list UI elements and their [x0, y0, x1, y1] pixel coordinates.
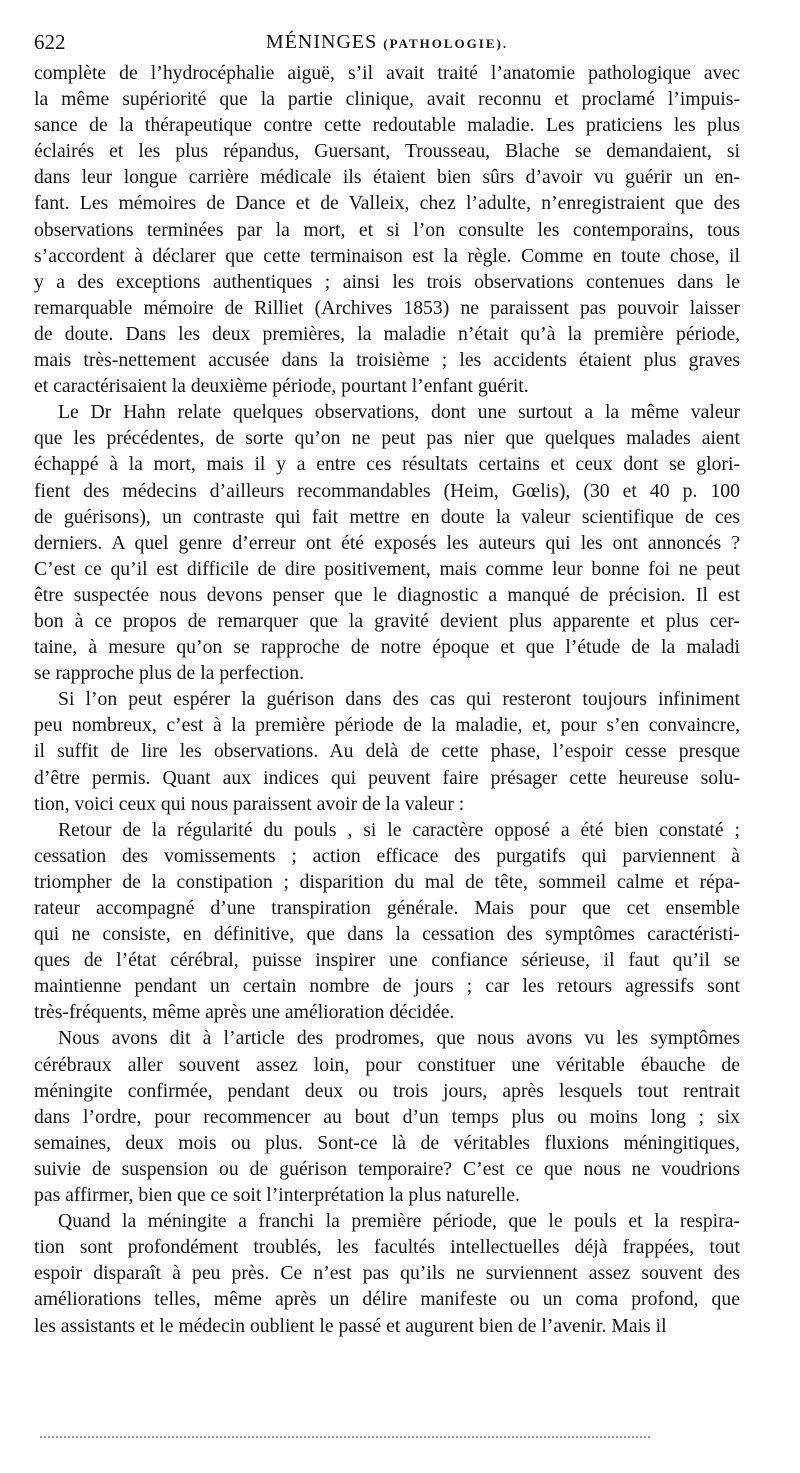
text-line: peu nombreux, c’est à la première période de la maladie, et, pour s’en convaincre, — [34, 714, 740, 737]
text-line: et caractérisaient la deuxième période, pourtant l’enfant guérit. — [34, 375, 529, 398]
paragraph — [34, 1208, 740, 1338]
text-line: fient des médecins d’ailleurs recommandables (Heim, Gœlis), (30 et 40 p. 100 — [34, 479, 740, 502]
text-line: cérébraux aller souvent assez loin, pour constituer une véritable ébauche de — [34, 1053, 740, 1076]
text-line: s’accordent à déclarer que cette terminaison est la règle. Comme en toute chose, il — [34, 244, 740, 267]
text-line: maintienne pendant un certain nombre de jours ; car les retours agressifs sont — [34, 975, 740, 998]
text-line: qui ne consiste, en définitive, que dans la cessation des symptômes caractéristi- — [34, 923, 740, 946]
text-line: éclairés et les plus répandus, Guersant, Trousseau, Blache se demandaient, si — [34, 140, 740, 163]
text-line: cessation des vomissements ; action efficace des purgatifs qui parviennent à — [34, 844, 740, 867]
text-line: rateur accompagné d’une transpiration générale. Mais pour que cet ensemble — [34, 897, 740, 919]
text-line: C’est ce qu’il est difficile de dire positivement, mais comme leur bonne foi ne peut — [34, 557, 740, 580]
text-line: mais très-nettement accusée dans la troisième ; les accidents étaient plus graves — [34, 349, 740, 372]
text-line: observations terminées par la mort, et si l’on consulte les contemporains, tous — [34, 218, 740, 241]
text-line: dans leur longue carrière médicale ils étaient bien sûrs d’avoir vu guérir un en- — [34, 166, 740, 189]
text-line: tion sont profondément troublés, les facultés intellectuelles déjà frappées, tout — [34, 1236, 740, 1259]
page-number: 622 — [34, 30, 66, 54]
text-line: bon à ce propos de remarquer que la gravité devient plus apparente et plus cer- — [34, 609, 740, 632]
footer-dotted-rule — [40, 1436, 650, 1438]
text-line: les assistants et le médecin oublient le passé et augurent bien de l’avenir. Mais il — [34, 1314, 667, 1337]
text-line: dans l’ordre, pour recommencer au bout d’un temps plus ou moins long ; six — [34, 1105, 740, 1128]
text-line: taine, à mesure qu’on se rapproche de notre époque et que l’étude de la maladi — [34, 636, 740, 659]
text-line: y a des exceptions authentiques ; ainsi les trois observations contenues dans le — [34, 270, 740, 293]
text-line: de guérisons), un contraste qui fait mettre en doute la valeur scientifique de ces — [34, 505, 740, 528]
text-line: pas affirmer, bien que ce soit l’interprétation la plus naturelle. — [34, 1184, 520, 1207]
text-line: fant. Les mémoires de Dance et de Valleix, chez l’adulte, n’enregistraient que des — [34, 192, 740, 215]
page-header — [34, 30, 740, 54]
text-line: remarquable mémoire de Rilliet (Archives 1853) ne paraissent pas pouvoir laisser — [34, 296, 740, 319]
text-line: Si l’on peut espérer la guérison dans des cas qui resteront toujours infiniment — [58, 688, 740, 711]
text-line: Quand la méningite a franchi la première période, que le pouls et la respira- — [58, 1210, 740, 1233]
text-line: Nous avons dit à l’article des prodromes, que nous avons vu les symptômes — [58, 1027, 740, 1050]
text-line: suivie de suspension ou de guérison temporaire? C’est ce que nous ne voudrions — [34, 1157, 740, 1180]
text-line: se rapproche plus de la perfection. — [34, 662, 305, 685]
paragraph — [34, 399, 740, 686]
text-line: complète de l’hydrocéphalie aiguë, s’il avait traité l’anatomie pathologique avec — [34, 62, 740, 84]
text-line: tion, voici ceux qui nous paraissent avoir de la valeur : — [34, 792, 465, 815]
text-line: derniers. A quel genre d’erreur ont été exposés les auteurs qui les ont annoncés ? — [34, 531, 740, 554]
text-line: méningite confirmée, pendant deux ou trois jours, après lesquels tout rentrait — [34, 1079, 740, 1102]
text-line: de doute. Dans les deux premières, la maladie n’était qu’à la première période, — [34, 322, 740, 345]
text-line: améliorations telles, même après un délire manifeste ou un coma profond, que — [34, 1288, 740, 1311]
text-line: sance de la thérapeutique contre cette redoutable maladie. Les praticiens les plus — [34, 114, 740, 137]
text-line: d’être permis. Quant aux indices qui peuvent faire présager cette heureuse solu- — [34, 766, 740, 789]
text-line: que les précédentes, de sorte qu’on ne peut pas nier que quelques malades aient — [34, 427, 740, 450]
text-line: il suffit de lire les observations. Au delà de cette phase, l’espoir cesse presque — [34, 740, 740, 763]
text-line: espoir disparaît à peu près. Ce n’est pas qu’ils ne surviennent assez souvent des — [34, 1262, 740, 1285]
paragraph — [34, 817, 740, 1026]
text-line: la même supériorité que la partie clinique, avait reconnu et proclamé l’impuis- — [34, 88, 740, 111]
paragraph — [34, 60, 740, 399]
text-line: ques de l’état cérébral, puisse inspirer une confiance sérieuse, il faut qu’il se — [34, 949, 740, 972]
text-line: être suspectée nous devons penser que le diagnostic a manqué de précision. Il est — [34, 583, 740, 606]
running-head-title: MÉNINGES — [265, 31, 378, 53]
text-line: triompher de la constipation ; disparition du mal de tête, sommeil calme et répa- — [34, 870, 740, 893]
paragraph — [34, 686, 740, 816]
text-line: Le Dr Hahn relate quelques observations, dont une surtout a la même valeur — [58, 401, 740, 424]
text-line: semaines, deux mois ou plus. Sont-ce là de véritables fluxions méningitiques, — [34, 1131, 740, 1154]
running-head — [34, 30, 740, 56]
text-line: très-fréquents, même après une amélioration décidée. — [34, 1001, 455, 1024]
text-line: Retour de la régularité du pouls , si le caractère opposé a été bien constaté ; — [58, 818, 740, 841]
text-line: échappé à la mort, mais il y a entre ces résultats certains et ceux dont se glori- — [34, 453, 740, 476]
running-head-subtitle: (PATHOLOGIE). — [383, 36, 509, 51]
paragraph — [34, 1025, 740, 1208]
body-text — [34, 60, 740, 1339]
